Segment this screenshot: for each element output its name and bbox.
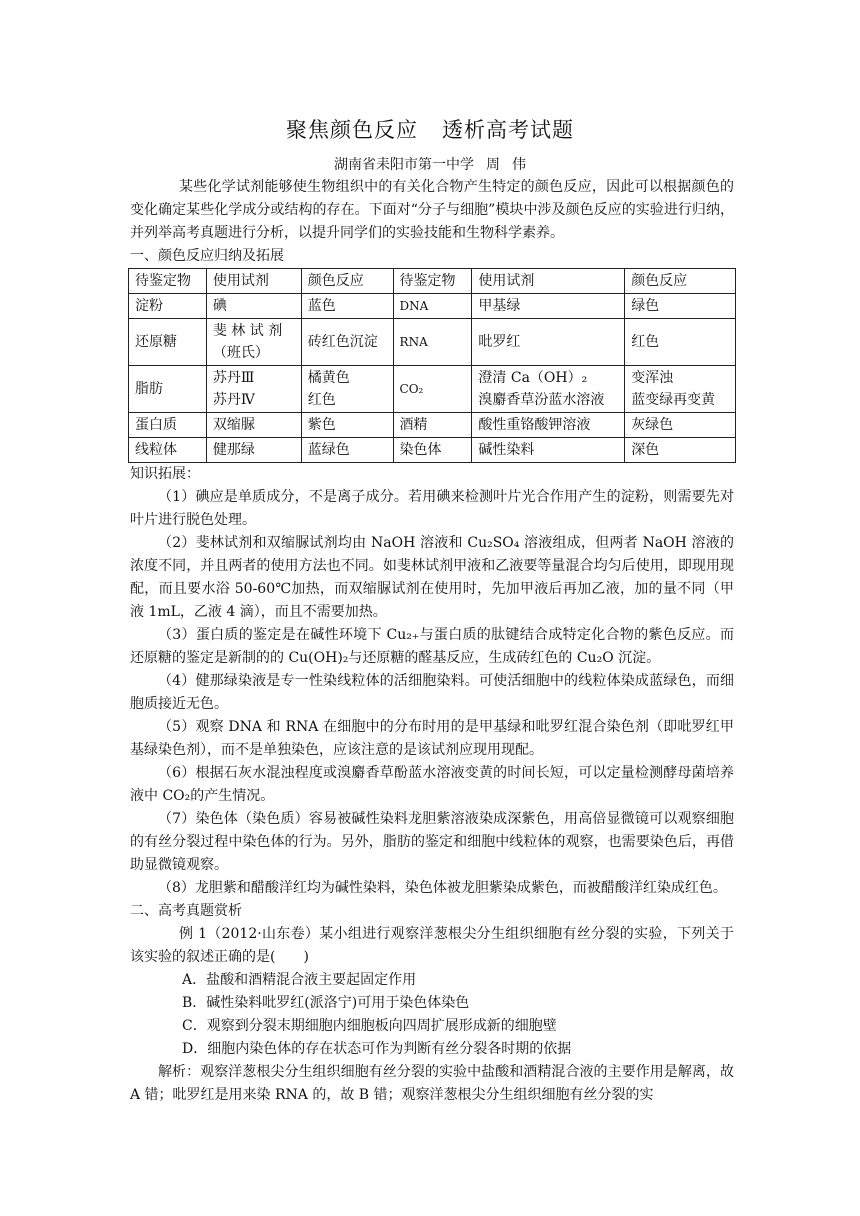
knowledge-point: （5）观察 DNA 和 RNA 在细胞中的分布时用的是甲基绿和吡罗红混合染色剂（即吡罗红甲基绿染色剂），而不是单独染色，应该注意的是该试剂应现用现配。 xyxy=(130,719,734,758)
table-cell: 淀粉 xyxy=(129,294,207,319)
table-cell: 线粒体 xyxy=(129,438,207,463)
table-cell: RNA xyxy=(393,319,472,366)
table-header-cell: 待鉴定物 xyxy=(129,269,207,294)
author-name-2: 伟 xyxy=(512,157,526,173)
table-cell: 深色 xyxy=(625,438,736,463)
table-cell: 蛋白质 xyxy=(129,413,207,438)
table-row xyxy=(129,319,736,366)
table-cell-line: 斐 林 试 剂 xyxy=(212,323,283,339)
knowledge-point: （4）健那绿染液是专一性染线粒体的活细胞染料。可使活细胞中的线粒体染成蓝绿色，而细胞质接近无色。 xyxy=(130,673,734,712)
table-cell-line: （班氏） xyxy=(212,345,269,361)
option-b: B．碱性染料吡罗红(派洛宁)可用于染色体染色 xyxy=(182,995,470,1011)
table-cell: 吡罗红 xyxy=(472,319,625,366)
knowledge-point: （8）龙胆紫和醋酸洋红均为碱性染料，染色体被龙胆紫染成紫色，而被醋酸洋红染成红色。 xyxy=(158,880,727,896)
table-cell-line: 苏丹Ⅲ xyxy=(212,370,255,386)
table-cell-line: 橘黄色 xyxy=(307,370,350,386)
table-cell-line: 苏丹Ⅳ xyxy=(212,392,255,408)
table-cell: 红色 xyxy=(625,319,736,366)
table-cell: 酸性重铬酸钾溶液 xyxy=(472,413,625,438)
color-reaction-table xyxy=(128,268,736,463)
table-row xyxy=(129,294,736,319)
table-cell: 双缩脲 xyxy=(206,413,301,438)
table-header-cell: 使用试剂 xyxy=(206,269,301,294)
table-cell: DNA xyxy=(393,294,472,319)
document-body xyxy=(130,176,734,1107)
table-cell: CO₂ xyxy=(393,366,472,413)
table-cell: 健那绿 xyxy=(206,438,301,463)
table-cell xyxy=(206,319,301,366)
table-cell-line: 溴麝香草汾蓝水溶液 xyxy=(478,392,605,408)
knowledge-point: （2）斐林试剂和双缩脲试剂均由 NaOH 溶液和 Cu₂SO₄ 溶液组成，但两者 NaOH 溶液的浓度不同，并且两者的使用方法也不同。如斐林试剂甲液和乙液要等量混合均匀后使用，即现用现配，而且要水浴 50-60℃加热，而双缩脲试剂在使用时，先加甲液后再加乙液，加的量不同（甲液 1mL，乙液 4 滴），而且不需要加热。 xyxy=(130,535,734,620)
knowledge-point: （1）碘应是单质成分，不是离子成分。若用碘来检测叶片光合作用产生的淀粉，则需要先对叶片进行脱色处理。 xyxy=(130,489,734,528)
table-cell xyxy=(472,366,625,413)
table-header-cell: 使用试剂 xyxy=(472,269,625,294)
table-cell: 酒精 xyxy=(393,413,472,438)
table-row xyxy=(129,438,736,463)
author-line xyxy=(0,154,860,174)
title-part-2: 透析高考试题 xyxy=(442,118,574,142)
table-cell-line: 蓝变绿再变黄 xyxy=(631,392,716,408)
table-cell: 紫色 xyxy=(301,413,393,438)
table-header-row xyxy=(129,269,736,294)
option-c: C．观察到分裂末期细胞内细胞板向四周扩展形成新的细胞壁 xyxy=(182,1018,557,1034)
page-title xyxy=(0,114,860,144)
intro-paragraph: 某些化学试剂能够使生物组织中的有关化合物产生特定的颜色反应，因此可以根据颜色的变化确定某些化学成分或结构的存在。下面对“分子与细胞”模块中涉及颜色反应的实验进行归纳，并列举高考真题进行分析，以提升同学们的实验技能和生物科学素养。 xyxy=(130,179,734,241)
section-heading-1: 一、颜色反应归纳及拓展 xyxy=(130,248,284,264)
knowledge-point: （3）蛋白质的鉴定是在碱性环境下 Cu₂₊与蛋白质的肽键结合成特定化合物的紫色反应。而还原糖的鉴定是新制的的 Cu(OH)₂与还原糖的醛基反应，生成砖红色的 Cu₂O 沉淀。 xyxy=(130,627,734,666)
author-name-1: 周 xyxy=(486,157,500,173)
option-d: D．细胞内染色体的存在状态可作为判断有丝分裂各时期的依据 xyxy=(182,1041,572,1057)
table-cell: 还原糖 xyxy=(129,319,207,366)
table-cell: 碘 xyxy=(206,294,301,319)
example-question: 例 1（2012·山东卷）某小组进行观察洋葱根尖分生组织细胞有丝分裂的实验，下列关于该实验的叙述正确的是( ) xyxy=(130,926,734,965)
table-cell: 蓝色 xyxy=(301,294,393,319)
table-cell xyxy=(206,366,301,413)
table-header-cell: 颜色反应 xyxy=(625,269,736,294)
option-a: A．盐酸和酒精混合液主要起固定作用 xyxy=(182,972,417,988)
table-header-cell: 待鉴定物 xyxy=(393,269,472,294)
knowledge-point: （6）根据石灰水混浊程度或溴麝香草酚蓝水溶液变黄的时间长短，可以定量检测酵母菌培养液中 CO₂的产生情况。 xyxy=(130,765,734,804)
table-cell: 甲基绿 xyxy=(472,294,625,319)
analysis-paragraph: 解析：观察洋葱根尖分生组织细胞有丝分裂的实验中盐酸和酒精混合液的主要作用是解离，故 A 错；吡罗红是用来染 RNA 的，故 B 错；观察洋葱根尖分生组织细胞有丝分裂的实 xyxy=(130,1064,734,1103)
table-cell: 灰绿色 xyxy=(625,413,736,438)
knowledge-label: 知识拓展： xyxy=(130,466,200,482)
table-cell: 碱性染料 xyxy=(472,438,625,463)
table-cell-line: 红色 xyxy=(307,392,336,408)
table-cell xyxy=(625,366,736,413)
section-heading-2: 二、高考真题赏析 xyxy=(130,903,242,919)
table-cell: 砖红色沉淀 xyxy=(301,319,393,366)
table-row xyxy=(129,413,736,438)
table-cell-line: 澄清 Ca（OH）₂ xyxy=(478,370,588,386)
knowledge-point: （7）染色体（染色质）容易被碱性染料龙胆紫溶液染成深紫色，用高倍显微镜可以观察细胞的有丝分裂过程中染色体的行为。另外，脂肪的鉴定和细胞中线粒体的观察，也需要染色后，再借助显微镜观察。 xyxy=(130,811,734,873)
table-cell xyxy=(301,366,393,413)
table-header-cell: 颜色反应 xyxy=(301,269,393,294)
table-cell: 染色体 xyxy=(393,438,472,463)
title-part-1: 聚焦颜色反应 xyxy=(286,118,418,142)
table-cell-line: 变浑浊 xyxy=(631,370,674,386)
table-row xyxy=(129,366,736,413)
table-cell: 蓝绿色 xyxy=(301,438,393,463)
table-cell: 脂肪 xyxy=(129,366,207,413)
table-cell: 绿色 xyxy=(625,294,736,319)
author-school: 湖南省耒阳市第一中学 xyxy=(334,157,474,173)
